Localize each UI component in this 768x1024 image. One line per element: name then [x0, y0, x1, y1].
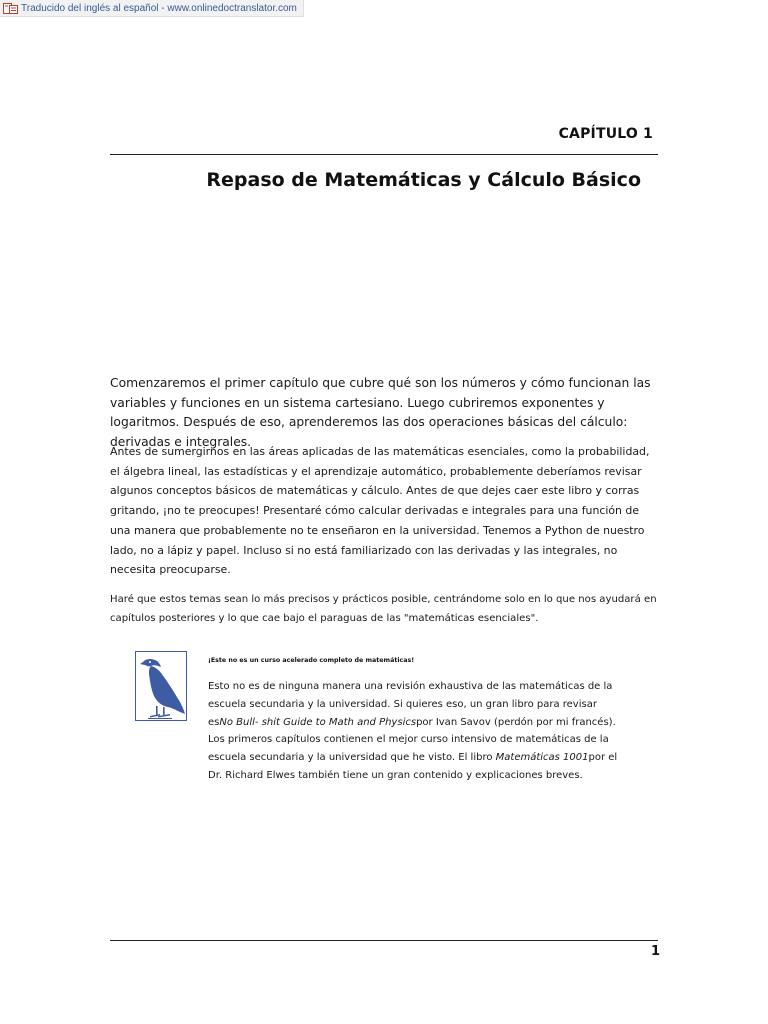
note-text: por el Dr. Richard Elwes también tiene un gran contenido y explicaciones breves. — [208, 752, 618, 781]
header-divider — [110, 154, 658, 155]
note-text: Esto no es de ninguna manera una revisión exhaustiva de las matemáticas de la escuela secundaria y la universidad. Si quieres eso, un gran libro para revisar es — [208, 681, 613, 728]
footer-divider — [110, 940, 658, 941]
document-translate-icon — [3, 3, 19, 14]
page-number: 1 — [650, 944, 660, 959]
translator-banner[interactable] — [0, 0, 304, 17]
chapter-title: Repaso de Matemáticas y Cálculo Básico — [206, 169, 641, 191]
crow-icon — [135, 651, 187, 721]
note-heading: ¡Este no es un curso acelerado completo de matemáticas! — [208, 657, 415, 664]
translator-banner-text: Traducido del inglés al español - www.onlinedoctranslator.com — [21, 2, 297, 14]
chapter-intro: Comenzaremos el primer capítulo que cubre qué son los números y cómo funcionan las variables y funciones en un sistema cartesiano. Luego cubriremos exponentes y logaritmos. Después de eso, aprenderemos las dos operaciones básicas del cálculo: derivadas e integrales. — [110, 376, 651, 449]
chapter-label: CAPÍTULO 1 — [558, 126, 653, 142]
book-title: Matemáticas 1001 — [495, 752, 589, 764]
book-title: No Bull- shit Guide to Math and Physics — [219, 716, 417, 728]
note-body — [208, 678, 618, 785]
body-paragraph: Antes de sumergirnos en las áreas aplicadas de las matemáticas esenciales, como la probabilidad, el álgebra lineal, las estadísticas y el aprendizaje automático, probablemente deberíamos revisar algunos conceptos básicos de matemáticas y cálculo. Antes de que dejes caer este libro y corras gritando, ¡no te preocupes! Presentaré cómo calcular derivadas e integrales para una función de una manera que probablemente no te enseñaron en la universidad. Tenemos a Python de nuestro lado, no a lápiz y papel. Incluso si no está familiarizado con las derivadas y las integrales, no necesita preocuparse. — [110, 445, 650, 577]
body-paragraph: Haré que estos temas sean lo más precisos y prácticos posible, centrándome solo en lo que nos ayudará en capítulos posteriores y lo que cae bajo el paraguas de las "matemáticas esenciales". — [110, 594, 657, 625]
note-text: por Ivan Savov (perdón por mi francés). Los primeros capítulos contienen el mejor curso intensivo de matemáticas de la escuela secundaria y la universidad que he visto. El libro — [208, 716, 616, 764]
